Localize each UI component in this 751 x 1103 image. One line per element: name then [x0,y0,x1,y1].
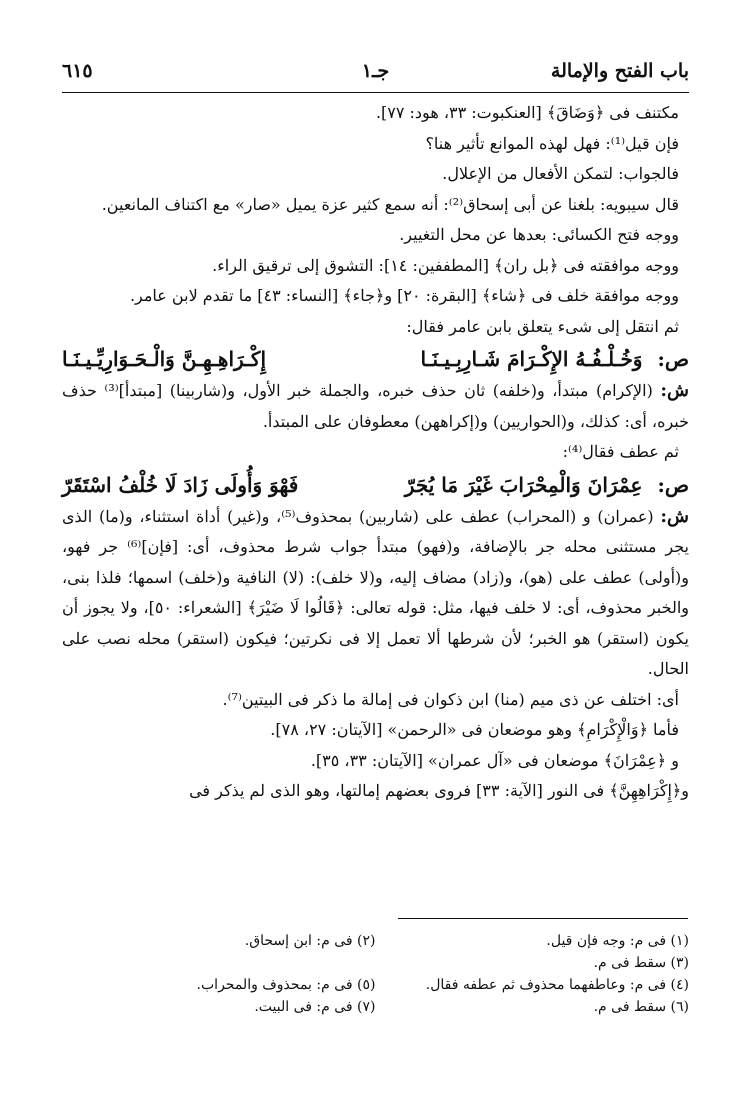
verse-hemistich-1: عِمْرَانَ وَالْمِحْرَابَ غَيْرَ مَا يُجَرّ [404,472,643,497]
footnote-row [62,974,689,996]
footnote-row [62,996,689,1018]
closing-line: و﴿إِكْرَاهِهِنَّ﴾ فى النور [الآية: ٣٣] فروى بعضهم إمالتها، وهو الذى لم يذكر فى [189,781,689,800]
verse-hemistich-2: فَهْوَ وَأُولَى زَادَ لَا خُلْفُ اسْتَقَرّ [62,472,299,497]
body-line: ووجه موافقة خلف فى ﴿شاء﴾ [البقرة: ٢٠] و﴿جاء﴾ [النساء: ٤٣] ما تقدم لابن عامر. [129,286,679,305]
footnote: (٧) فى م: فى البيت. [254,999,376,1015]
commentary-text: (الإكرام) مبتدأ، و(خلفه) ثان حذف خبره، والجملة خبر الأول، و(شاربينا) [مبتدأ]⁽³⁾ حذف خبره، أى: كذلك، و(الحواريين) و(إكراههن) معطوفان على المبتدأ. [62,381,689,431]
footnote: (٣) سقط فى م. [593,955,689,971]
verse-tag: ص: [657,472,689,497]
body-line: مكتنف فى ﴿وَضَاقَ﴾ [العنكبوت: ٣٣، هود: ٧٧]. [375,103,679,122]
body-line: ثم انتقل إلى شىء يتعلق بابن عامر فقال: [406,316,679,336]
commentary-tag: ش: [660,380,690,401]
footnotes [62,930,689,1018]
footnote-separator [398,918,688,919]
footnote: (٦) سقط فى م. [593,999,689,1015]
volume-label: جـ١ [361,60,390,82]
footnote: (٥) فى م: بمحذوف والمحراب. [196,977,376,993]
closing-line: فأما ﴿وَالْإِكْرَامِ﴾ وهو موضعان فى «الرحمن» [الآيتان: ٢٧، ٧٨]. [270,720,679,739]
commentary-tag: ش: [660,505,689,527]
body-line: ووجه فتح الكسائى: بعدها عن محل التغيير. [399,225,679,244]
body-line: فإن قيل⁽¹⁾: فهل لهذه الموانع تأثير هنا؟ [425,133,679,153]
verse-line-1 [62,342,689,376]
verse-tag: ص: [657,347,689,371]
footnote-row [62,930,689,952]
closing-line: و ﴿عِمْرَانَ﴾ موضعان فى «آل عمران» [الآيتان: ٣٣، ٣٥]. [310,750,679,770]
footnote: (٢) فى م: ابن إسحاق. [244,933,376,949]
commentary-1 [62,376,689,437]
footnote-row [62,952,689,974]
transition-line: ثم عطف فقال⁽⁴⁾: [562,442,679,461]
footnote [62,952,376,974]
commentary-2 [62,502,689,685]
body-line: فالجواب: لتمكن الأفعال من الإعلال. [442,164,679,183]
body-line: قال سيبويه: بلغنا عن أبى إسحاق⁽²⁾: أنه سمع كثير عزة يميل «صار» مع اكتناف المانعين. [101,194,679,214]
verse-hemistich-1: وَخُـلْـفُـهُ الإِكْـرَامَ شَـارِبِـيـنَـا [420,347,643,371]
footnote: (١) فى م: وجه فإن قيل. [546,933,689,949]
commentary-text: (عمران) و (المحراب) عطف على (شاربين) بمحذوف⁽⁵⁾، و(غير) أداة استثناء، و(ما) الذى يجر مستثنى محله جر بالإضافة، و(فهو) مبتدأ جواب شرط محذوف، أى: [فإن]⁽⁶⁾ جر فهو، و(أولى) عطف على (هو)، و(زاد) مضاف إليه، و(لا خلف): (لا) النافية و(خلف) اسمها؛ فلذا بنى، والخبر محذوف، أى: لا خلف فيها، مثل: قوله تعالى: ﴿قَالُوا لَا ضَيْرَ﴾ [الشعراء: ٥٠]، ولا يجوز أن يكون (استقر) هو الخبر؛ لأن شرطها ألا تعمل إلا فى نكرتين؛ فيكون (استقر) محله نصب على الحال. [62,506,690,678]
page-number: ٦١٥ [62,60,93,82]
verse-hemistich-2: إِكْـرَاهِـهِـنَّ وَالْـحَـوَارِيِّـيـنَـا [62,347,266,371]
footnote: (٤) فى م: وعاطفهما محذوف ثم عطفه فقال. [425,977,689,993]
page-body [62,98,689,807]
chapter-title: باب الفتح والإمالة [550,60,689,82]
running-header [62,58,689,93]
closing-line: أى: اختلف عن ذى ميم (منا) ابن ذكوان فى إمالة ما ذكر فى البيتين⁽⁷⁾. [222,689,679,709]
verse-line-2 [62,468,689,502]
body-line: ووجه موافقته فى ﴿بل ران﴾ [المطففين: ١٤]: التشوق إلى ترقيق الراء. [212,255,679,275]
